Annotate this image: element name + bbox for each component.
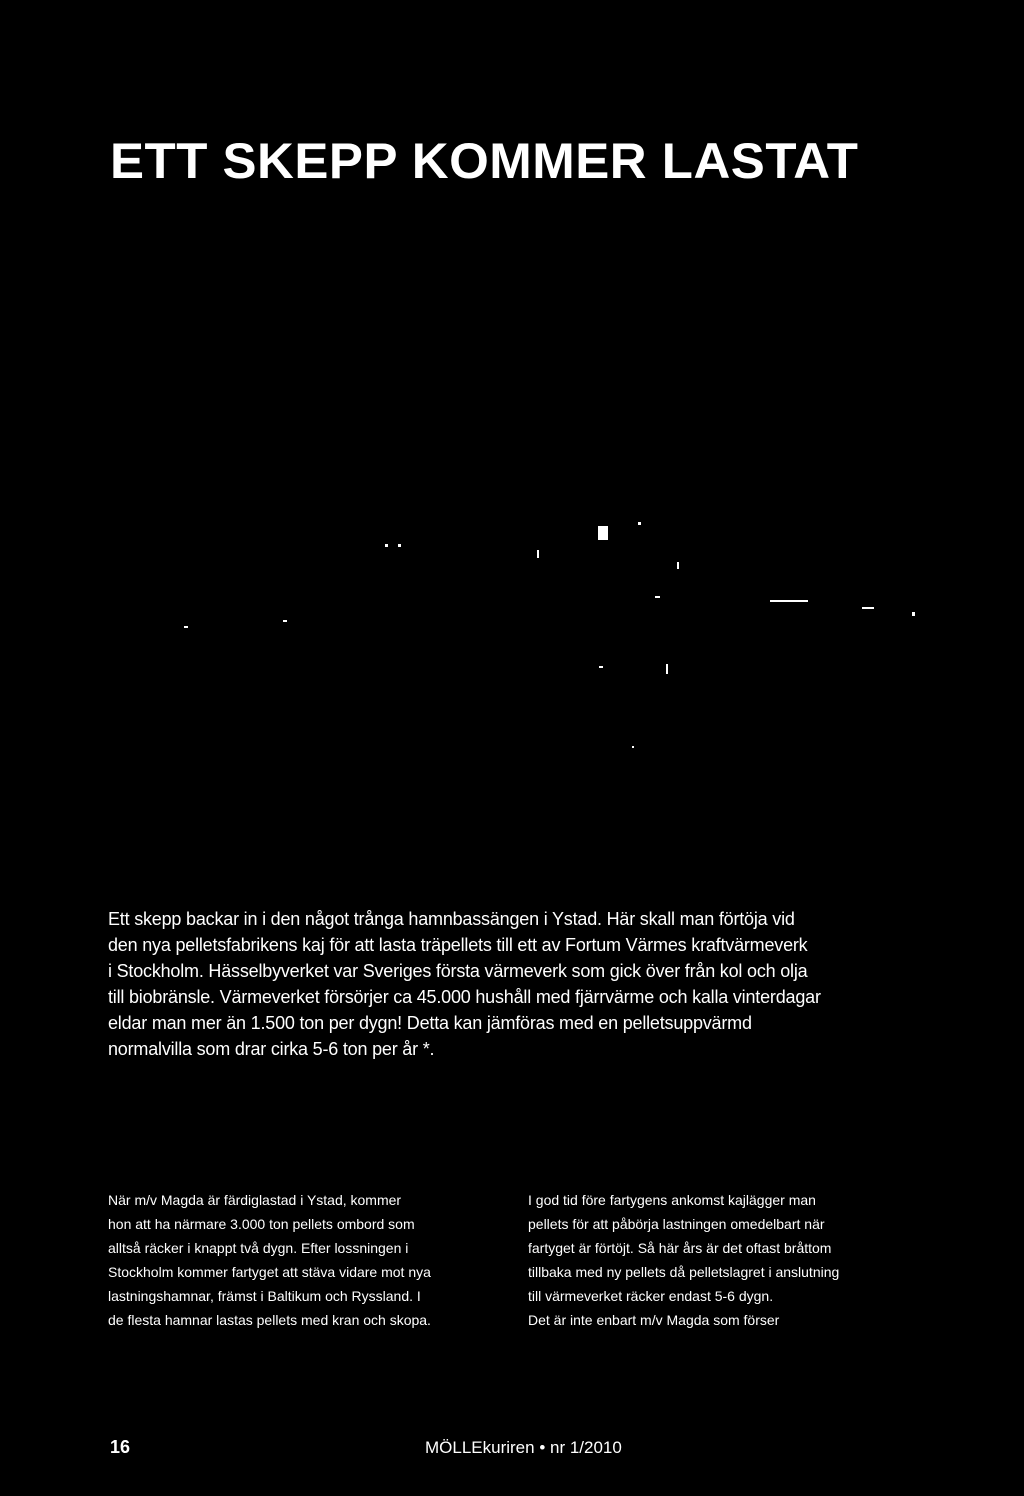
- body-line: I god tid före fartygens ankomst kajlägger man: [528, 1192, 816, 1208]
- body-line: till värmeverket räcker endast 5-6 dygn.: [528, 1288, 774, 1304]
- photo-speck: [638, 522, 641, 525]
- headline: ETT SKEPP KOMMER LASTAT: [110, 133, 859, 189]
- body-line: de flesta hamnar lastas pellets med kran och skopa.: [108, 1312, 431, 1328]
- photo-speck: [862, 607, 874, 609]
- photo-placeholder: [0, 200, 1024, 880]
- lead-paragraph: [108, 906, 908, 1062]
- photo-speck: [184, 626, 188, 628]
- body-line: alltså räcker i knappt två dygn. Efter lossningen i: [108, 1240, 409, 1256]
- body-line: Det är inte enbart m/v Magda som förser: [528, 1312, 780, 1328]
- photo-speck: [599, 666, 603, 668]
- photo-speck: [655, 596, 660, 598]
- photo-speck: [677, 562, 679, 569]
- lead-line: den nya pelletsfabrikens kaj för att lasta träpellets till ett av Fortum Värmes kraftvärmeverk: [108, 935, 808, 955]
- body-line: När m/v Magda är färdiglastad i Ystad, kommer: [108, 1192, 402, 1208]
- photo-speck: [385, 544, 388, 547]
- lead-line: normalvilla som drar cirka 5-6 ton per år *.: [108, 1039, 435, 1059]
- body-line: pellets för att påbörja lastningen omedelbart när: [528, 1216, 825, 1232]
- magazine-footer: MÖLLEkuriren • nr 1/2010: [425, 1438, 622, 1457]
- body-line: fartyget är förtöjt. Så här års är det oftast bråttom: [528, 1240, 832, 1256]
- photo-speck: [666, 664, 668, 674]
- body-column-right: [528, 1188, 908, 1332]
- photo-speck: [770, 600, 808, 602]
- body-line: tillbaka med ny pellets då pelletslagret i anslutning: [528, 1264, 840, 1280]
- body-line: hon att ha närmare 3.000 ton pellets ombord som: [108, 1216, 415, 1232]
- photo-speck: [398, 544, 401, 547]
- page-number: 16: [110, 1437, 131, 1457]
- lead-line: i Stockholm. Hässelbyverket var Sveriges första värmeverk som gick över från kol och olja: [108, 961, 808, 981]
- photo-speck: [537, 550, 539, 558]
- body-line: Stockholm kommer fartyget att stäva vidare mot nya: [108, 1264, 431, 1280]
- photo-speck: [283, 620, 287, 622]
- photo-speck: [598, 526, 608, 540]
- photo-speck: [912, 612, 915, 616]
- body-column-left: [108, 1188, 498, 1332]
- lead-line: till biobränsle. Värmeverket försörjer ca 45.000 hushåll med fjärrvärme och kalla vinterdagar: [108, 987, 821, 1007]
- body-line: lastningshamnar, främst i Baltikum och Ryssland. I: [108, 1288, 421, 1304]
- lead-line: eldar man mer än 1.500 ton per dygn! Detta kan jämföras med en pelletsuppvärmd: [108, 1013, 752, 1033]
- photo-speck: [632, 746, 634, 748]
- lead-line: Ett skepp backar in i den något trånga hamnbassängen i Ystad. Här skall man förtöja vid: [108, 909, 795, 929]
